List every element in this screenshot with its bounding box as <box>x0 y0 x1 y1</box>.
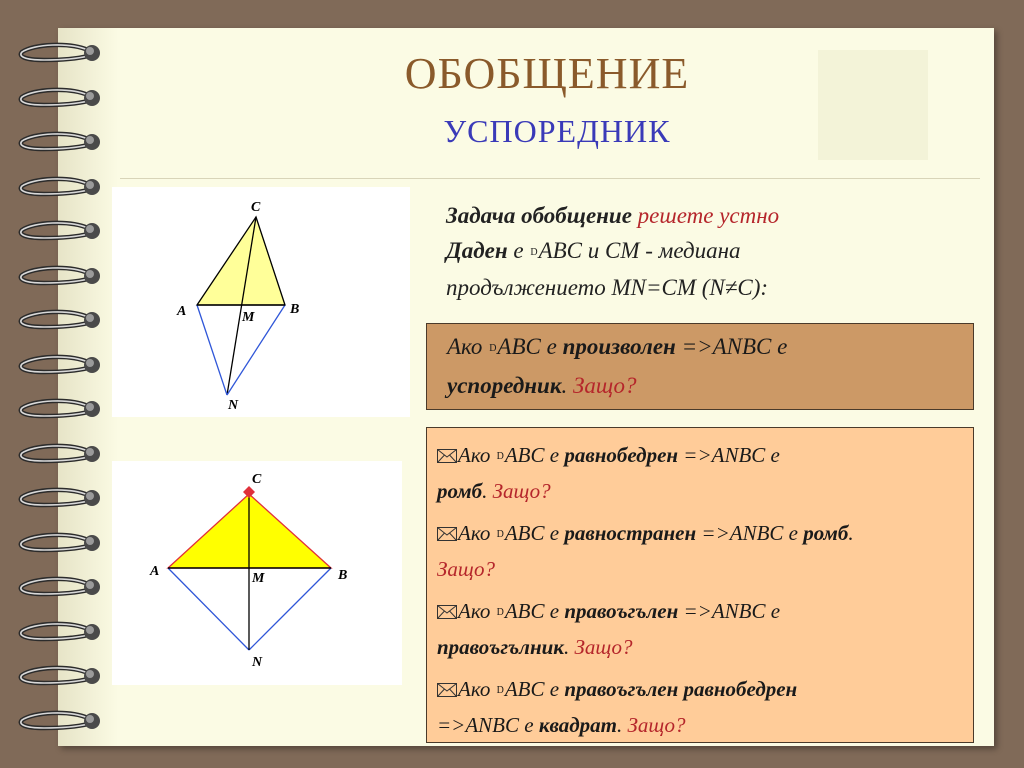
case-condition: правоъгълен равнобедрен <box>564 677 798 701</box>
case-condition: правоъгълен <box>564 599 679 623</box>
label-n: N <box>252 655 263 670</box>
case-pre: Ако <box>458 677 491 701</box>
box1-condition: произволен <box>562 334 676 359</box>
label-c: C <box>252 472 262 487</box>
binding-ring <box>14 572 104 602</box>
special-cases-box <box>426 427 974 743</box>
binding-ring <box>14 706 104 736</box>
task-line-2 <box>446 233 986 270</box>
case-result: ромб <box>437 479 483 503</box>
binding-ring <box>14 483 104 513</box>
segment-an <box>197 305 227 395</box>
figure-isosceles-triangle <box>112 461 402 685</box>
case-why: Защо? <box>627 713 686 737</box>
case-right-isosceles <box>437 672 963 742</box>
case-equilateral <box>437 516 963 586</box>
label-n: N <box>228 398 239 413</box>
binding-ring <box>14 439 104 469</box>
general-case-box <box>426 323 974 410</box>
label-m: M <box>242 310 255 325</box>
given-e: е <box>513 238 524 263</box>
box1-pre: Ако <box>447 334 483 359</box>
label-a: A <box>177 304 187 319</box>
given-text: ABC и CM - медиана <box>538 238 741 263</box>
vertex-c-marker <box>243 486 255 498</box>
task-statement <box>446 198 986 305</box>
case-why: Защо? <box>437 557 496 581</box>
envelope-icon <box>437 605 457 619</box>
label-b: B <box>338 568 348 583</box>
case-right <box>437 594 963 664</box>
case-dot: . <box>848 521 854 545</box>
envelope-icon <box>437 527 457 541</box>
binding-ring <box>14 261 104 291</box>
triangle-symbol: D <box>496 685 504 696</box>
title-divider <box>120 178 980 179</box>
box1-dot: . <box>561 373 568 398</box>
case-dot: . <box>482 479 488 503</box>
case-post: =>ANBC е <box>683 443 780 467</box>
triangle-symbol: D <box>489 343 497 354</box>
case-why: Защо? <box>492 479 551 503</box>
case-pre: Ако <box>458 521 491 545</box>
binding-ring <box>14 394 104 424</box>
label-c: C <box>251 200 261 215</box>
case-mid: ABC е <box>504 677 560 701</box>
figure-2-svg <box>112 461 402 685</box>
case-mid: ABC е <box>504 521 560 545</box>
task-heading: Задача обобщение <box>446 203 632 228</box>
case-pre: Ако <box>458 599 491 623</box>
case-dot: . <box>563 635 570 659</box>
given-label: Даден <box>446 238 508 263</box>
triangle-symbol: D <box>496 529 504 540</box>
binding-ring <box>14 305 104 335</box>
envelope-icon <box>437 449 457 463</box>
case-why: Защо? <box>574 635 633 659</box>
triangle-symbol: D <box>496 607 504 618</box>
case-dot: . <box>616 713 623 737</box>
binding-ring <box>14 216 104 246</box>
binding-ring <box>14 172 104 202</box>
task-line-3: продължението MN=CM (N≠C): <box>446 275 769 300</box>
figure-1-svg <box>112 187 410 417</box>
case-mid: ABC е <box>504 599 560 623</box>
case-result: квадрат <box>538 713 617 737</box>
label-m: M <box>252 571 265 586</box>
figure-general-triangle <box>112 187 410 417</box>
case-post: =>ANBC е <box>701 521 799 545</box>
case-result: правоъгълник <box>437 635 564 659</box>
segment-bn <box>227 305 285 395</box>
box1-mid: ABC е <box>497 334 557 359</box>
envelope-icon <box>437 683 457 697</box>
slide-title: ОБОБЩЕНИЕ <box>404 49 690 98</box>
binding-ring <box>14 661 104 691</box>
case-mid: ABC е <box>504 443 560 467</box>
case-isosceles <box>437 438 963 508</box>
case-pre: Ако <box>458 443 491 467</box>
binding-ring <box>14 528 104 558</box>
triangle-abc <box>197 217 285 305</box>
binding-ring <box>14 617 104 647</box>
box1-post: =>ANBC е <box>681 334 788 359</box>
task-line-1 <box>446 198 986 233</box>
binding-ring <box>14 350 104 380</box>
box1-result: успоредник <box>447 373 562 398</box>
case-condition: равностранен <box>564 521 697 545</box>
case-post: =>ANBC е <box>437 713 534 737</box>
label-b: B <box>290 302 300 317</box>
task-instruction: решете устно <box>637 203 780 228</box>
slide-subtitle: УСПОРЕДНИК <box>443 113 671 149</box>
segment-an <box>168 568 249 650</box>
case-result: ромб <box>803 521 849 545</box>
case-post: =>ANBC е <box>683 599 781 623</box>
label-a: A <box>150 564 160 579</box>
box1-why: Защо? <box>572 373 637 398</box>
triangle-symbol: D <box>530 247 538 258</box>
triangle-symbol: D <box>496 451 504 462</box>
case-condition: равнобедрен <box>564 443 679 467</box>
